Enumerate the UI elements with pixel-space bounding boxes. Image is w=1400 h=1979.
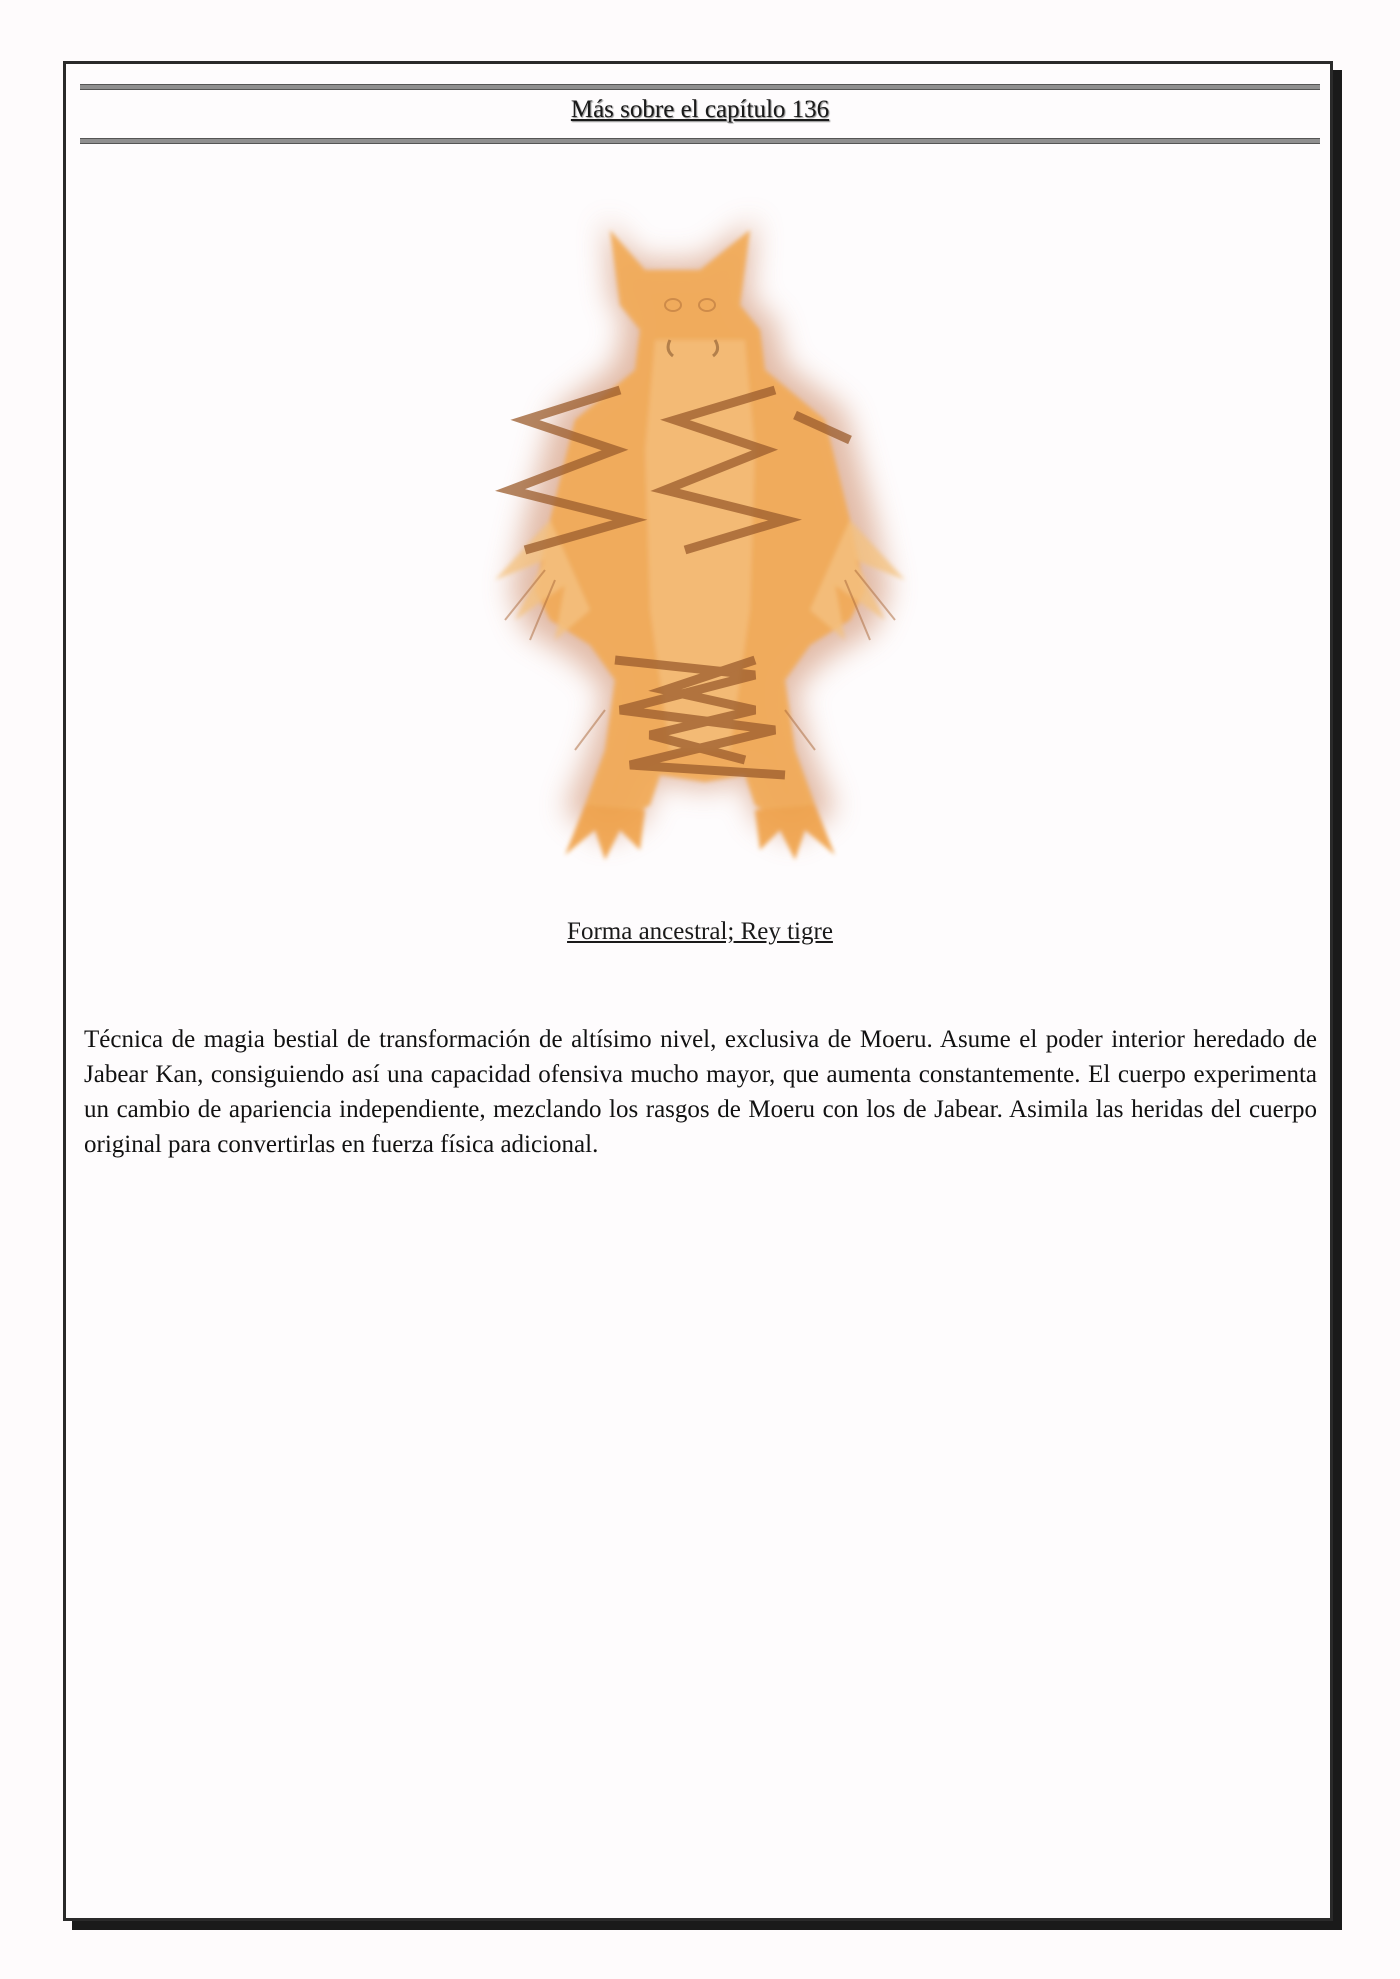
header-rule-bottom	[80, 138, 1320, 144]
page-title: Más sobre el capítulo 136	[570, 96, 830, 123]
description-paragraph: Técnica de magia bestial de transformación de altísimo nivel, exclusiva de Moeru. Asume el poder interior heredado de Jabear Kan, consiguiendo así una capacidad ofensiva mucho mayor, que aumenta constantemente. El cuerpo experimenta un cambio de apariencia independiente, mezclando los rasgos de Moeru con los de Jabear. Asimila las heridas del cuerpo original para convertirlas en fuerza física adicional.	[84, 1026, 1317, 1158]
header-band	[80, 84, 1320, 144]
header-rule-top	[80, 84, 1320, 90]
figure-caption: Forma ancestral; Rey tigre	[567, 918, 833, 945]
tiger-king-illustration	[455, 190, 945, 870]
